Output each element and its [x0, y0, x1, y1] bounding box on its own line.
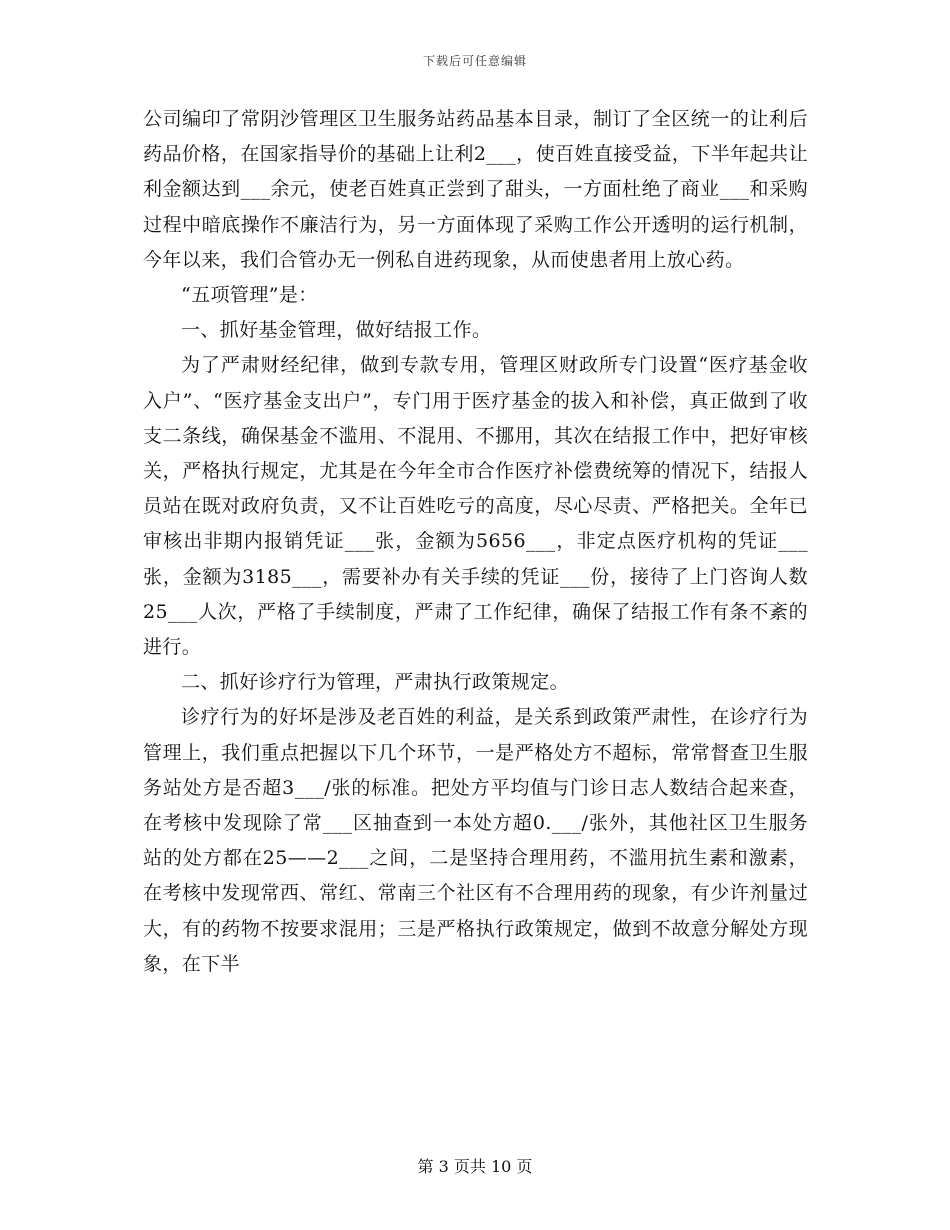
- paragraph-drug-pricing: 公司编印了常阴沙管理区卫生服务站药品基本目录，制订了全区统一的让利后药品价格，在国家指导价的基础上让利2___，使百姓直接受益，下半年起共让利金额达到___余元，使老百姓真正尝到了甜头，一方面杜绝了商业___和采购过程中暗底操作不廉洁行为，另一方面体现了采购工作公开透明的运行机制，今年以来，我们合管办无一例私自进药现象，从而使患者用上放心药。: [143, 108, 808, 271]
- paragraph-five-management: “五项管理”是：: [181, 284, 318, 307]
- document-body: [143, 102, 808, 982]
- page-header: 下载后可任意编辑: [422, 54, 527, 68]
- paragraph-fund-management: 为了严肃财经纪律，做到专款专用，管理区财政所专门设置“医疗基金收入户”、“医疗基金支出户”，专门用于医疗基金的拔入和补偿，真正做到了收支二条线，确保基金不滥用、不混用、不挪用，其次在结报工作中，把好审核关，严格执行规定，尤其是在今年全市合作医疗补偿费统筹的情况下，结报人员站在既对政府负责，又不让百姓吃亏的高度，尽心尽责、严格把关。全年已审核出非期内报销凭证___张，金额为5656___，非定点医疗机构的凭证___张，金额为3185___，需要补办有关手续的凭证___份，接待了上门咨询人数25___人次，严格了手续制度，严肃了工作纪律，确保了结报工作有条不紊的进行。: [143, 354, 808, 659]
- section-heading-fund-management: 一、抓好基金管理，做好结报工作。: [181, 319, 492, 342]
- section-heading-treatment-management: 二、抓好诊疗行为管理，严肃执行政策规定。: [181, 671, 570, 694]
- paragraph-treatment-management: 诊疗行为的好坏是涉及老百姓的利益，是关系到政策严肃性，在诊疗行为管理上，我们重点把握以下几个环节，一是严格处方不超标，常常督查卫生服务站处方是否超3___/张的标准。把处方平均值与门诊日志人数结合起来查，在考核中发现除了常___区抽查到一本处方超0.___/张外，其他社区卫生服务站的处方都在25——2___之间，二是坚持合理用药，不滥用抗生素和激素，在考核中发现常西、常红、常南三个社区有不合理用药的现象，有少许剂量过大，有的药物不按要求混用；三是严格执行政策规定，做到不故意分解处方现象，在下半: [143, 706, 808, 975]
- page-footer: 第 3 页共 10 页: [417, 1157, 533, 1176]
